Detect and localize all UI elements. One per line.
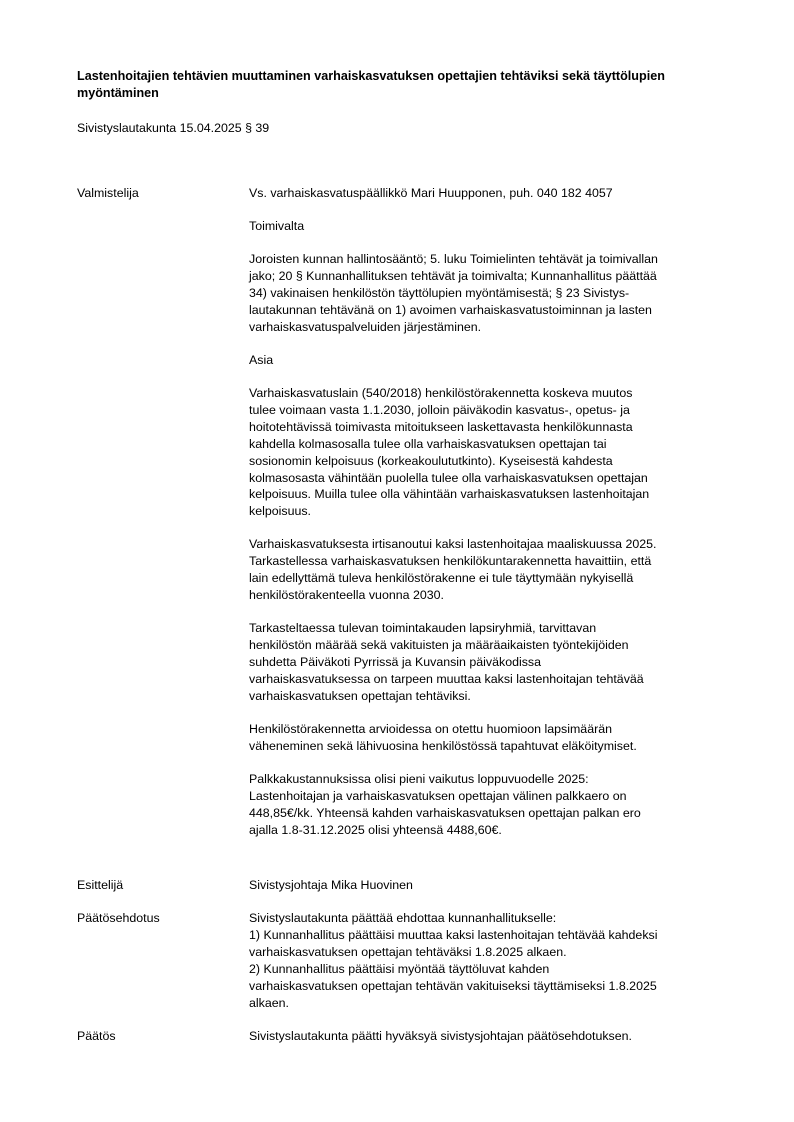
proposal-item-1 (249, 927, 749, 961)
matter-line: Palkkakustannuksissa olisi pieni vaikutus loppuvuodelle 2025: (249, 771, 589, 786)
document-title: Lastenhoitajien tehtävien muuttaminen varhaiskasvatuksen opettajien tehtäviksi sekä täyttölupien myöntäminen (77, 69, 665, 100)
proposal-section (249, 910, 749, 1011)
matter-paragraph-3 (249, 620, 749, 705)
proposal-line: varhaiskasvatuksen opettajan tehtävän vakituiseksi täyttämiseksi 1.8.2025 (249, 978, 657, 993)
authority-line: varhaiskasvatuspalveluiden järjestäminen. (249, 319, 482, 334)
matter-line: varhaiskasvatuksessa on tarpeen muuttaa kaksi lastenhoitajan tehtävää (249, 671, 644, 686)
matter-paragraph-2 (249, 536, 749, 604)
matter-line: varhaiskasvatuksen opettajan tehtäviksi. (249, 688, 471, 703)
authority-line: lautakunnan tehtävänä on 1) avoimen varhaiskasvatustoiminnan ja lasten (249, 302, 652, 317)
matter-line: Lastenhoitajan ja varhaiskasvatuksen opettajan välinen palkkaero on (249, 788, 627, 803)
proposal-line: 2) Kunnanhallitus päättäisi myöntää täyttöluvat kahden (249, 961, 550, 976)
matter-line: 448,85€/kk. Yhteensä kahden varhaiskasvatuksen opettajan palkan ero (249, 805, 641, 820)
matter-heading: Asia (249, 352, 274, 367)
matter-line: sosionomin kelpoisuus (korkeakoulututkinto). Kyseisestä kahdesta (249, 453, 613, 468)
proposal-line: alkaen. (249, 995, 289, 1010)
matter-line: väheneminen sekä lähivuosina henkilöstössä tapahtuvat eläköitymiset. (249, 738, 637, 753)
presenter-label: Esittelijä (77, 878, 124, 892)
authority-heading: Toimivalta (249, 219, 305, 234)
proposal-intro: Sivistyslautakunta päättää ehdottaa kunnanhallitukselle: (249, 911, 557, 925)
matter-line: Henkilöstörakennetta arvioidessa on otettu huomioon lapsimäärän (249, 721, 612, 736)
matter-line: henkilöstön määrää sekä vakituisten ja määräaikaisten työntekijöiden (249, 638, 629, 653)
matter-paragraph-1 (249, 385, 749, 520)
authority-paragraph (249, 251, 749, 336)
matter-line: tulee voimaan vasta 1.1.2030, jolloin päiväkodin kasvatus-, opetus- ja (249, 402, 630, 417)
matter-line: Tarkasteltaessa tulevan toimintakauden lapsiryhmiä, tarvittavan (249, 621, 597, 636)
matter-line: Tarkastellessa varhaiskasvatuksen henkilökuntarakennetta havaittiin, että (249, 554, 652, 569)
matter-line: Varhaiskasvatuksesta irtisanoutui kaksi lastenhoitajaa maaliskuussa 2025. (249, 537, 657, 552)
preparer-value: Vs. varhaiskasvatuspäällikkö Mari Huupponen, puh. 040 182 4057 (249, 186, 613, 200)
matter-line: kelpoisuus. Muilla tulee olla vähintään varhaiskasvatuksen lastenhoitajan (249, 487, 650, 502)
matter-paragraph-4 (249, 721, 749, 755)
meeting-reference: Sivistyslautakunta 15.04.2025 § 39 (77, 121, 270, 135)
presenter-value: Sivistysjohtaja Mika Huovinen (249, 878, 413, 892)
matter-line: hoitotehtävissä toimivasta mitoitukseen laskettavasta henkilökunnasta (249, 419, 633, 434)
decision-label: Päätös (77, 1029, 116, 1043)
matter-line: lain edellyttämä tuleva henkilöstörakenne ei tule täyttymään nykyisellä (249, 571, 634, 586)
matter-line: kolmasosasta vähintään puolella tulee olla varhaiskasvatuksen opettajan (249, 470, 648, 485)
preparer-section (249, 185, 749, 855)
decision-value: Sivistyslautakunta päätti hyväksyä sivistysjohtajan päätösehdotuksen. (249, 1029, 632, 1043)
matter-paragraph-5 (249, 771, 749, 839)
proposal-item-2 (249, 961, 749, 1012)
proposal-line: varhaiskasvatuksen opettajan tehtäväksi 1.8.2025 alkaen. (249, 944, 567, 959)
proposal-label: Päätösehdotus (77, 911, 160, 925)
matter-line: suhdetta Päiväkoti Pyrrissä ja Kuvansin päiväkodissa (249, 655, 542, 670)
matter-line: Varhaiskasvatuslain (540/2018) henkilöstörakennetta koskeva muutos (249, 386, 633, 400)
matter-line: kelpoisuus. (249, 504, 311, 519)
authority-line: Joroisten kunnan hallintosääntö; 5. luku Toimielinten tehtävät ja toimivallan (249, 252, 658, 267)
proposal-line: 1) Kunnanhallitus päättäisi muuttaa kaksi lastenhoitajan tehtävää kahdeksi (249, 927, 658, 942)
authority-line: 34) vakinaisen henkilöstön täyttölupien myöntämisestä; § 23 Sivistys- (249, 286, 630, 300)
preparer-label: Valmistelija (77, 186, 139, 200)
matter-line: ajalla 1.8-31.12.2025 olisi yhteensä 4488,60€. (249, 822, 502, 837)
matter-line: kahdella kolmasosalla tulee olla varhaiskasvatuksen opettajan tai (249, 436, 607, 451)
authority-line: jako; 20 § Kunnanhallituksen tehtävät ja toimivalta; Kunnanhallitus päättää (249, 269, 657, 284)
matter-line: henkilöstörakenteella vuonna 2030. (249, 588, 444, 603)
